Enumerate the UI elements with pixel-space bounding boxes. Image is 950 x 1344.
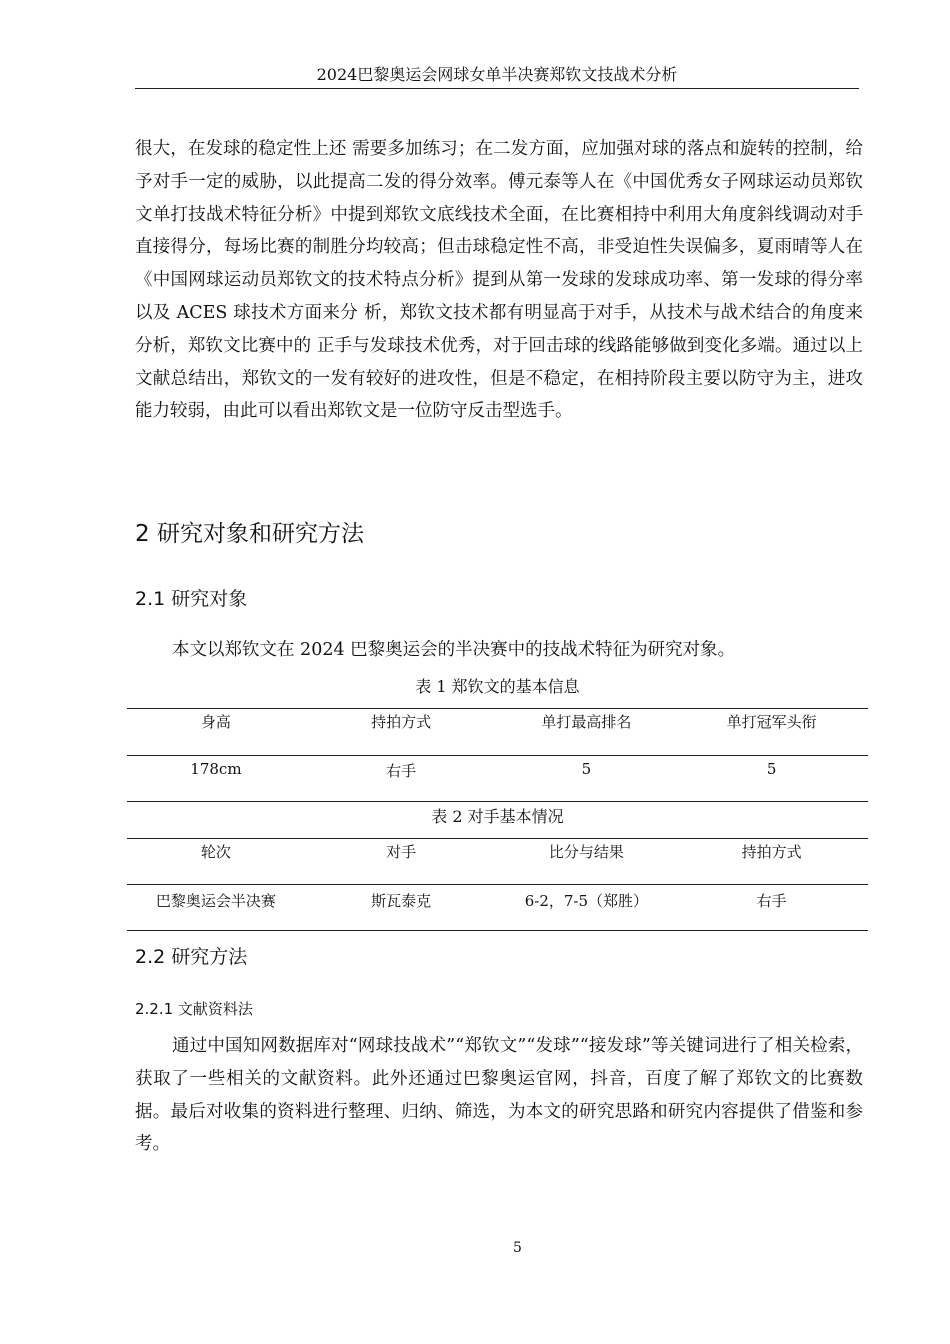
table1-cell: 178cm (190, 760, 242, 778)
table2-header-cell: 比分与结果 (548, 843, 624, 861)
page-number: 5 (513, 1240, 522, 1256)
table2-cell: 6-2，7-5（郑胜） (524, 892, 649, 910)
table1-header-rule (127, 755, 868, 756)
table1-header-cell: 单打最高排名 (541, 713, 632, 731)
table1-header-cell: 身高 (200, 713, 231, 731)
table1-caption: 表 1 郑钦文的基本信息 (415, 677, 580, 696)
table1 (127, 709, 868, 804)
table2-header-row (127, 839, 868, 887)
table1-cell: 5 (581, 760, 592, 778)
section-2-title: 2 研究对象和研究方法 (135, 521, 364, 547)
intro-paragraph: 很大，在发球的稳定性上还 需要多加练习；在二发方面，应加强对球的落点和旋转的控制，给予对手一定的威胁，以此提高二发的得分效率。傅元泰等人在《中国优秀女子网球运动员郑钦文单打技战术特征分析》中提到郑钦文底线技术全面，在比赛相持中利用大角度斜线调动对手直接得分，每场比赛的制胜分均较高；但击球稳定性不高，非受迫性失误偏多，夏雨晴等人在《中国网球运动员郑钦文的技术特点分析》提到从第一发球的发球成功率、第一发球的得分率以及 ACES 球技术方面来分 析，郑钦文技术都有明显高于对手，从技术与战术结合的角度来分析，郑钦文比赛中的 正手与发球技术优秀，对于回击球的线路能够做到变化多端。通过以上文献总结出，郑钦文的一发有较好的进攻性，但是不稳定，在相持阶段主要以防守为主，进攻能力较弱，由此可以看出郑钦文是一位防守反击型选手。 (135, 139, 863, 422)
table-row (127, 757, 868, 804)
table1-bottom-rule (127, 801, 868, 802)
table1-header-row (127, 709, 868, 757)
table1-cell: 右手 (386, 762, 417, 780)
table2-caption: 表 2 对手基本情况 (431, 807, 564, 826)
running-header: 2024巴黎奥运会网球女单半决赛郑钦文技战术分析 (135, 64, 859, 89)
table2-header-cell: 轮次 (200, 843, 231, 861)
table2-bottom-rule (127, 930, 868, 931)
section-2-2-1-text: 通过中国知网数据库对“网球技战术”“郑钦文”“发球”“接发球”等关键词进行了相关检索，获取了一些相关的文献资料。此外还通过巴黎奥运官网，抖音，百度了解了郑钦文的比赛数据。最后对收集的资料进行整理、归纳、筛选，为本文的研究思路和研究内容提供了借鉴和参考。 (135, 1036, 863, 1155)
section-2-2-title: 2.2 研究方法 (135, 946, 248, 968)
table1-header-cell: 单打冠军头衔 (726, 713, 817, 731)
table2-header-cell: 持拍方式 (741, 843, 802, 861)
section-2-1-title: 2.1 研究对象 (135, 588, 248, 610)
table2-header-cell: 对手 (386, 843, 417, 861)
table2-cell: 斯瓦泰克 (371, 892, 432, 910)
table2-header-rule (127, 884, 868, 885)
section-2-2-1-title: 2.2.1 文献资料法 (135, 1000, 253, 1018)
table2-cell: 右手 (756, 892, 787, 910)
table1-header-cell: 持拍方式 (371, 713, 432, 731)
table1-cell: 5 (766, 760, 777, 778)
section-2-1-text: 本文以郑钦文在 2024 巴黎奥运会的半决赛中的技战术特征为研究对象。 (172, 640, 736, 660)
table-row (127, 887, 868, 934)
table2 (127, 839, 868, 934)
table2-cell: 巴黎奥运会半决赛 (155, 892, 276, 910)
